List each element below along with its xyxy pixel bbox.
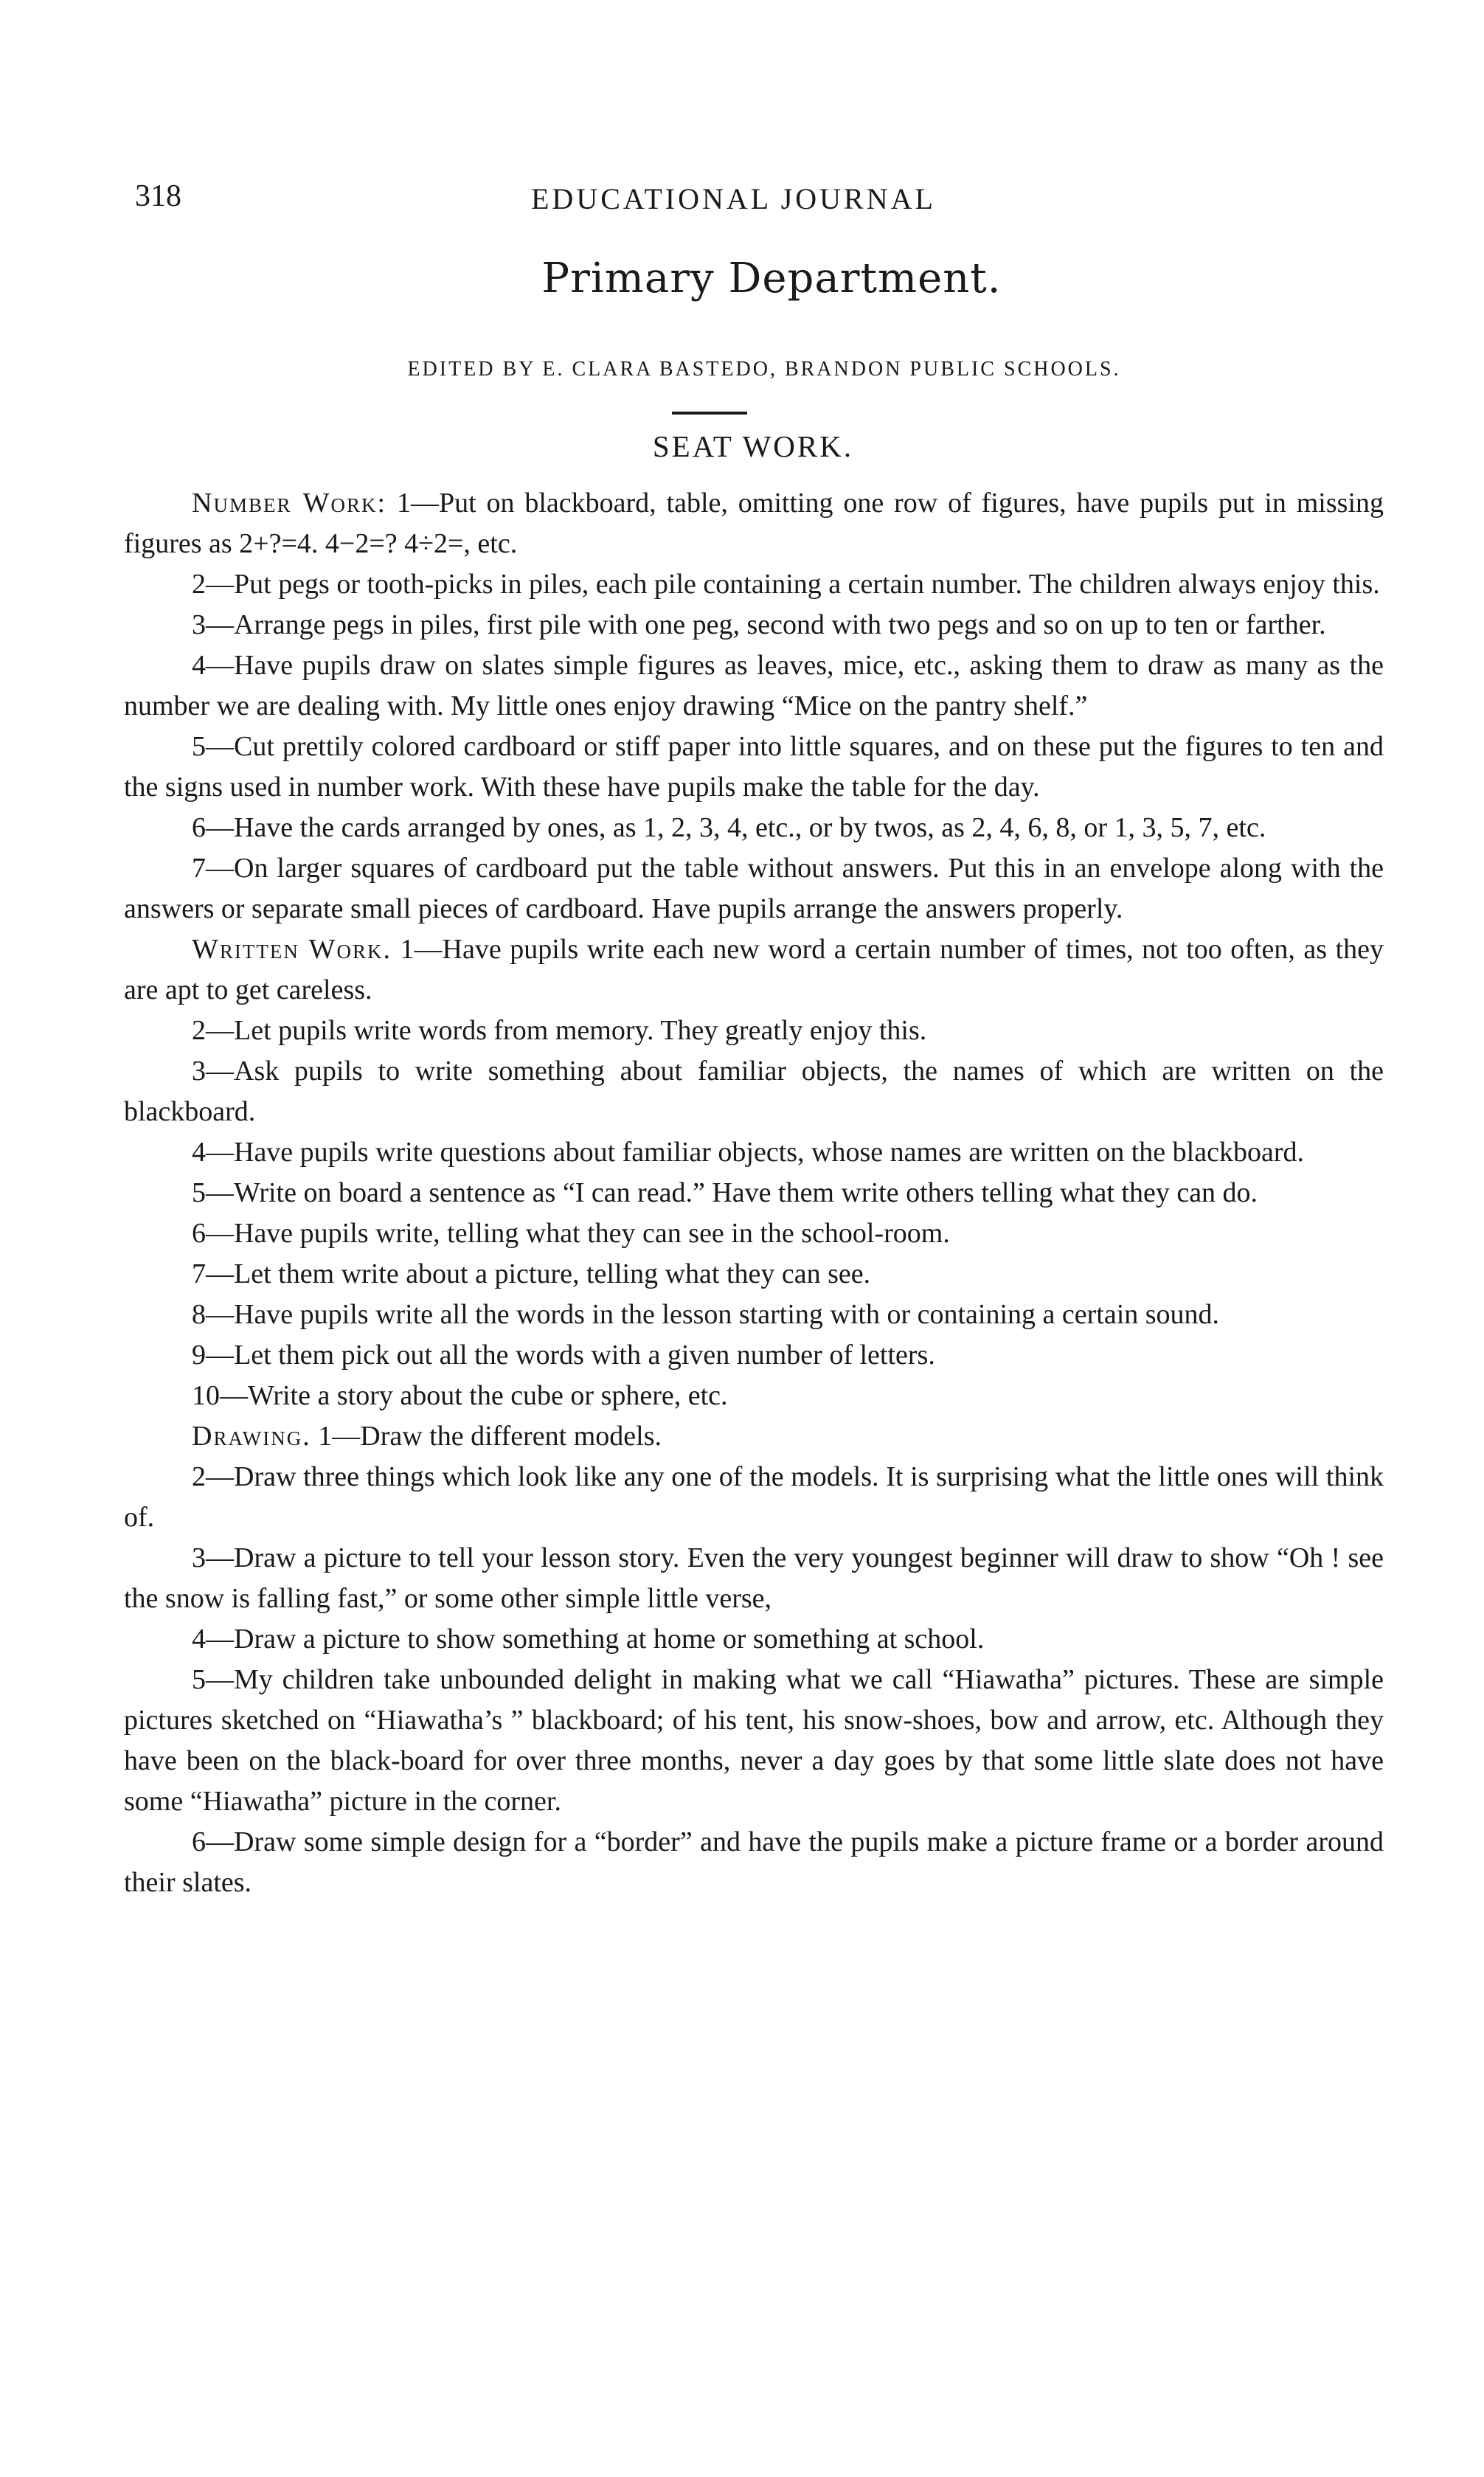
paragraph-text: 1—Have pupils write each new word a certain number of times, not too often, as they are apt to get careless. [124,934,1384,1005]
paragraph [124,1173,1384,1213]
paragraph [124,1822,1384,1903]
paragraph-text: 6—Have the cards arranged by ones, as 1, 2, 3, 4, etc., or by twos, as 2, 4, 6, 8, or 1, 3, 5, 7, etc. [192,812,1266,843]
paragraph-text: 2—Draw three things which look like any one of the models. It is surprising what the little ones will think of. [124,1461,1384,1533]
section-title: SEAT WORK. [652,429,854,463]
paragraph [124,1051,1384,1132]
paragraph-text: 3—Arrange pegs in piles, first pile with one peg, second with two pegs and so on up to ten or farther. [192,609,1326,640]
running-head: EDUCATIONAL JOURNAL [531,182,936,215]
page-number: 318 [135,179,181,213]
paragraph-text: 8—Have pupils write all the words in the lesson starting with or containing a certain sound. [192,1299,1220,1330]
paragraph [124,483,1384,564]
paragraph-text: 7—On larger squares of cardboard put the table without answers. Put this in an envelope along with the answers or separate small pieces of cardboard. Have pupils arrange the answers properly. [124,853,1384,924]
paragraph [124,605,1384,645]
paragraph [124,1457,1384,1538]
paragraph-text: 6—Have pupils write, telling what they can see in the school-room. [192,1218,950,1249]
paragraph [124,1295,1384,1335]
paragraph-text: 4—Have pupils write questions about familiar objects, whose names are written on the blackboard. [192,1137,1304,1168]
paragraph-text: 6—Draw some simple design for a “border” and have the pupils make a picture frame or a border around their slates. [124,1826,1384,1898]
paragraph-text: 5—My children take unbounded delight in making what we call “Hiawatha” pictures. These are simple pictures sketched on “Hiawatha’s ” blackboard; of his tent, his snow-shoes, bow and arrow, etc. Although they have been on the black-board for over three months, never a day goes by that some little slate does not have some “Hiawatha” picture in the corner. [124,1664,1384,1817]
paragraph [124,645,1384,727]
paragraph-lead: Number Work: [192,488,387,519]
paragraph [124,1335,1384,1376]
paragraph [124,929,1384,1011]
paragraph-text: 4—Draw a picture to show something at home or something at school. [192,1624,985,1655]
section-rule [672,412,747,415]
paragraph [124,1011,1384,1051]
paragraph-text: 3—Ask pupils to write something about familiar objects, the names of which are written on the blackboard. [124,1056,1384,1127]
paragraph [124,1538,1384,1619]
paragraph [124,1660,1384,1822]
paragraph [124,1132,1384,1173]
paragraph-text: 9—Let them pick out all the words with a given number of letters. [192,1340,935,1371]
paragraph-text: 5—Cut prettily colored cardboard or stiff paper into little squares, and on these put the figures to ten and the signs used in number work. With these have pupils make the table for the day. [124,731,1384,803]
editor-line: EDITED BY E. CLARA BASTEDO, BRANDON PUBLIC SCHOOLS. [407,358,1121,381]
paragraph [124,564,1384,605]
paragraph [124,727,1384,808]
paragraph-lead: Drawing. [192,1421,311,1452]
paragraph-text: 2—Put pegs or tooth-picks in piles, each pile containing a certain number. The children always enjoy this. [192,569,1380,600]
paragraph-text: 3—Draw a picture to tell your lesson story. Even the very youngest beginner will draw to show “Oh ! see the snow is falling fast,” or some other simple little verse, [124,1542,1384,1614]
paragraph [124,1619,1384,1660]
paragraph-lead: Written Work. [192,934,392,965]
paragraph-text: 1—Put on blackboard, table, omitting one row of figures, have pupils put in missing figures as 2+?=4. 4−2=? 4÷2=, etc. [124,488,1384,559]
paragraph-text: 5—Write on board a sentence as “I can read.” Have them write others telling what they can do. [192,1177,1258,1208]
paragraph-text: 1—Draw the different models. [311,1421,662,1452]
paragraph [124,848,1384,929]
paragraph [124,1376,1384,1416]
paragraph-text: 2—Let pupils write words from memory. They greatly enjoy this. [192,1015,927,1046]
paragraph-text: 10—Write a story about the cube or sphere, etc. [192,1380,728,1411]
paragraph [124,1416,1384,1457]
article-body [124,483,1384,1903]
paragraph [124,1213,1384,1254]
paragraph-text: 7—Let them write about a picture, telling what they can see. [192,1258,871,1289]
paragraph [124,1254,1384,1295]
paragraph [124,808,1384,848]
department-title: Primary Department. [541,254,1002,302]
paragraph-text: 4—Have pupils draw on slates simple figures as leaves, mice, etc., asking them to draw as many as the number we are dealing with. My little ones enjoy drawing “Mice on the pantry shelf.” [124,650,1384,721]
